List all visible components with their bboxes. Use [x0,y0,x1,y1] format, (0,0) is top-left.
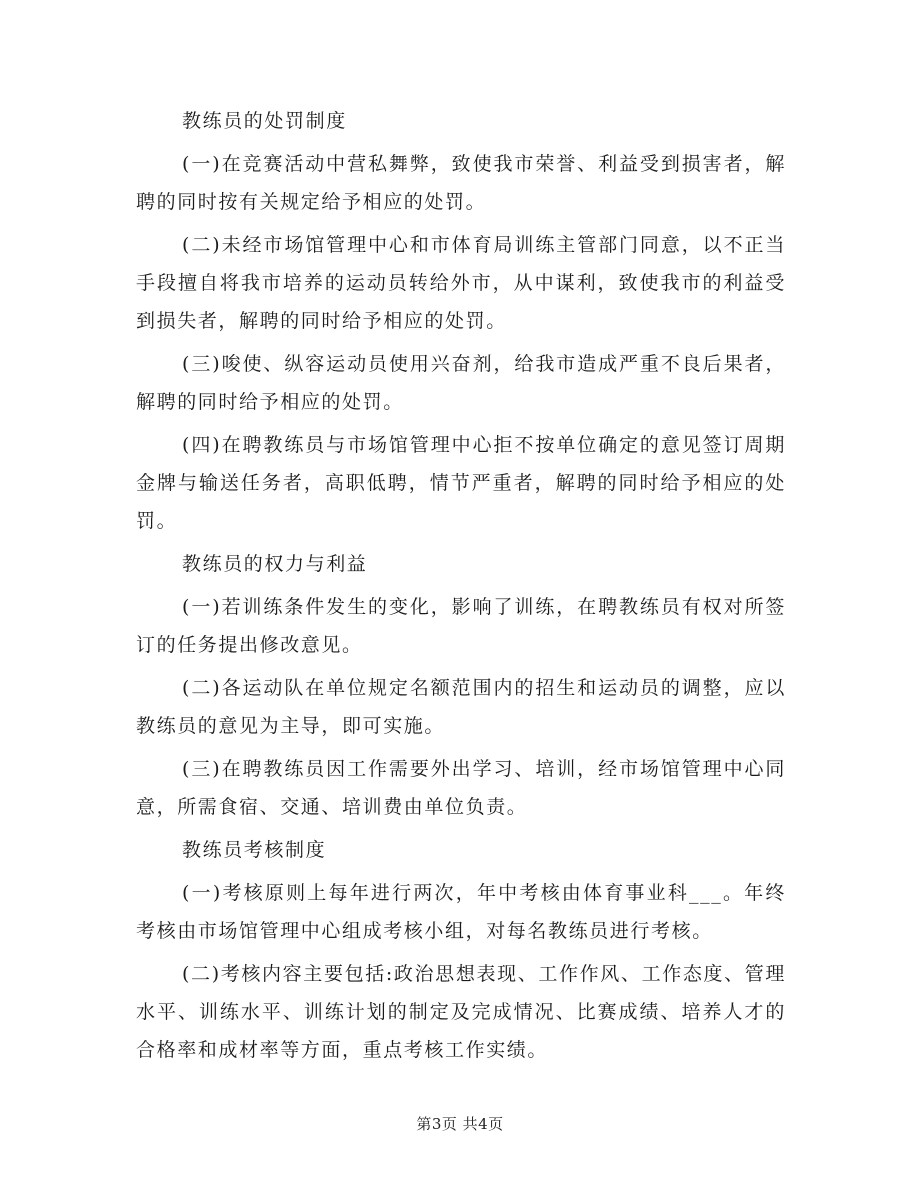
section-heading-rights: 教练员的权力与利益 [182,553,368,575]
document-body [136,102,786,1074]
paragraph: (一)若训练条件发生的变化，影响了训练，在聘教练员有权对所签订的任务提出修改意见。 [136,596,786,656]
section-heading-penalties: 教练员的处罚制度 [182,110,347,132]
page-number-footer: 第3页 共4页 [416,1115,504,1133]
paragraph: (三)在聘教练员因工作需要外出学习、培训，经市场馆管理中心同意，所需食宿、交通、培训费由单位负责。 [136,758,786,818]
paragraph: (三)唆使、纵容运动员使用兴奋剂，给我市造成严重不良后果者，解聘的同时给予相应的处罚。 [136,353,786,413]
paragraph: (一)在竞赛活动中营私舞弊，致使我市荣誉、利益受到损害者，解聘的同时按有关规定给予相应的处罚。 [136,153,786,213]
paragraph: (二)未经市场馆管理中心和市体育局训练主管部门同意，以不正当手段擅自将我市培养的运动员转给外市，从中谋利，致使我市的利益受到损失者，解聘的同时给予相应的处罚。 [136,234,786,332]
paragraph: (四)在聘教练员与市场馆管理中心拒不按单位确定的意见签订周期金牌与输送任务者，高职低聘，情节严重者，解聘的同时给予相应的处罚。 [136,434,786,532]
paragraph: (二)考核内容主要包括:政治思想表现、工作作风、工作态度、管理水平、训练水平、训练计划的制定及完成情况、比赛成绩、培养人才的合格率和成材率等方面，重点考核工作实绩。 [136,963,786,1061]
paragraph: (二)各运动队在单位规定名额范围内的招生和运动员的调整，应以教练员的意见为主导，即可实施。 [136,677,786,737]
section-heading-assessment: 教练员考核制度 [182,839,327,861]
paragraph: (一)考核原则上每年进行两次，年中考核由体育事业科___。年终考核由市场馆管理中心组成考核小组，对每名教练员进行考核。 [136,882,786,942]
